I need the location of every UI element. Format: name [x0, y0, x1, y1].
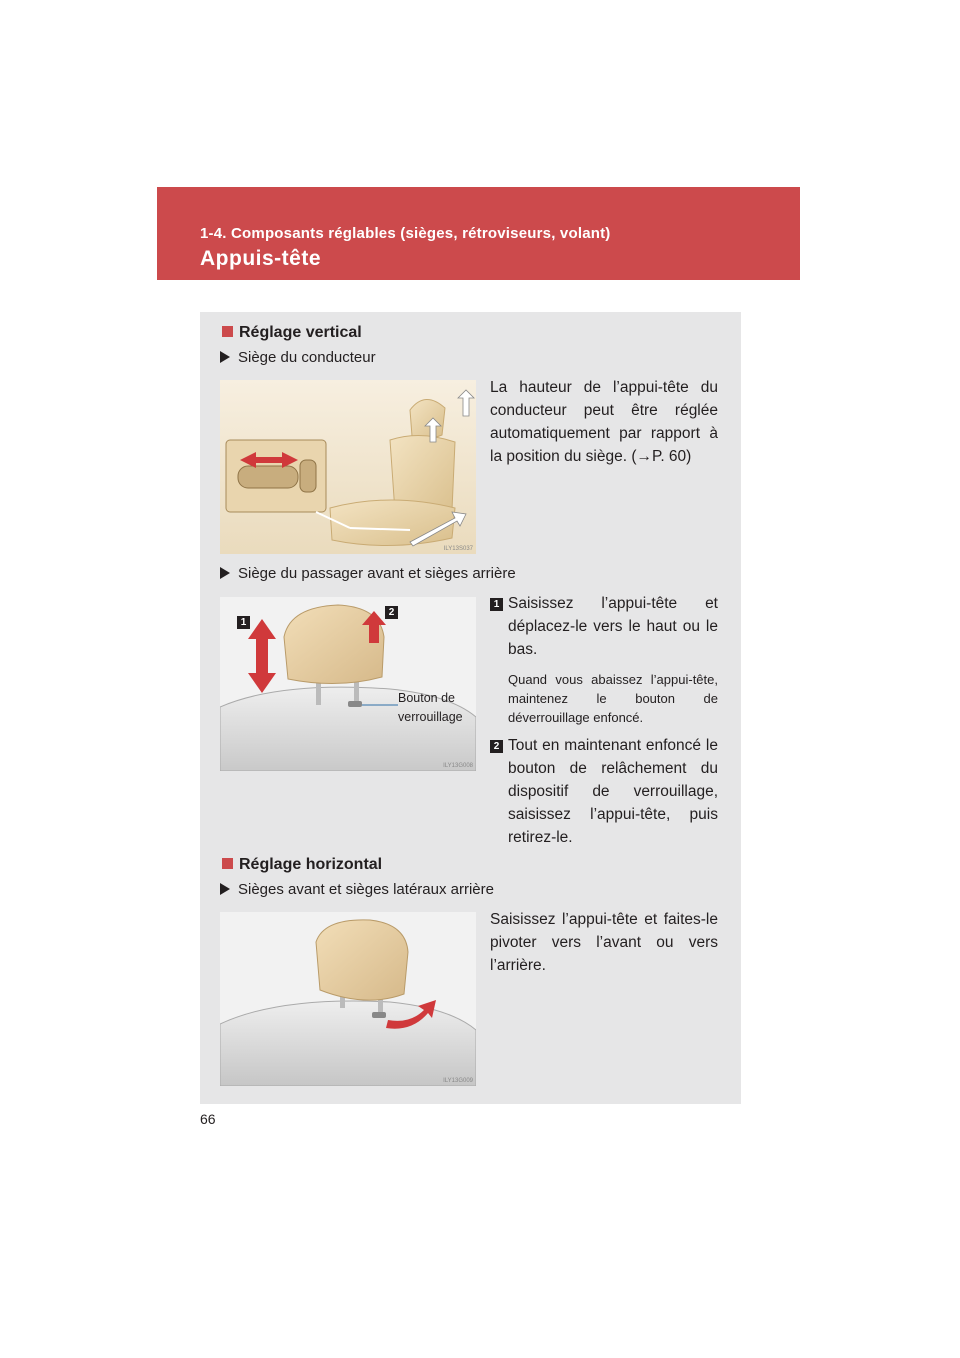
image-code: ILY13G008 [443, 763, 473, 769]
heading-vertical-text: Réglage vertical [239, 324, 362, 341]
square-bullet-icon [222, 858, 233, 869]
step-1-text: Saisissez l’appui-tête et déplacez-le vers le haut ou le bas. [508, 595, 718, 658]
triangle-bullet-icon [220, 567, 230, 579]
horizontal-headrest-image [220, 912, 476, 1086]
step-2-number: 2 [490, 740, 503, 753]
page-title: Appuis-tête [200, 247, 321, 270]
triangle-bullet-icon [220, 351, 230, 363]
passenger-seat-label-text: Siège du passager avant et sièges arrière [238, 565, 516, 582]
driver-seat-label [220, 349, 376, 366]
lock-button-callout [398, 689, 463, 727]
front-side-seats-label [220, 881, 494, 898]
driver-seat-image [220, 380, 476, 554]
passenger-headrest-illustration [220, 597, 476, 771]
step-2-text: Tout en maintenant enfoncé le bouton de relâchement du dispositif de verrouillage, saisissez l’appui-tête, puis retirez-le. [508, 737, 718, 846]
heading-horizontal [222, 856, 382, 874]
triangle-bullet-icon [220, 883, 230, 895]
front-side-seats-label-text: Sièges avant et sièges latéraux arrière [238, 881, 494, 898]
step-1-number: 1 [490, 598, 503, 611]
callout-line-1: Bouton de [398, 691, 455, 705]
passenger-headrest-image [220, 597, 476, 771]
image-code: ILY13S037 [443, 546, 473, 552]
step-1-note: Quand vous abaissez l’appui-tête, maintenez le bouton de déverrouillage enfoncé. [508, 672, 718, 725]
horizontal-description: Saisissez l’appui-tête et faites-le pivoter vers l’avant ou vers l’arrière. [490, 911, 718, 974]
chapter-header [157, 187, 800, 280]
callout-line-2: verrouillage [398, 710, 463, 724]
horizontal-headrest-illustration [220, 912, 476, 1086]
heading-horizontal-text: Réglage horizontal [239, 856, 383, 873]
heading-vertical [222, 324, 362, 342]
step-1-marker: 1 [237, 616, 250, 629]
square-bullet-icon [222, 326, 233, 337]
driver-seat-label-text: Siège du conducteur [238, 349, 376, 366]
page-number: 66 [200, 1111, 216, 1127]
image-code: ILY13G009 [443, 1078, 473, 1084]
content-panel [200, 312, 741, 1104]
section-title: 1-4. Composants réglables (sièges, rétroviseurs, volant) [200, 225, 611, 242]
driver-seat-illustration [220, 380, 476, 554]
passenger-seat-label [220, 565, 516, 582]
driver-seat-description: La hauteur de l’appui-tête du conducteur peut être réglée automatiquement par rapport à la position du siège. (→P. 60) [490, 379, 718, 465]
step-2-marker: 2 [385, 606, 398, 619]
